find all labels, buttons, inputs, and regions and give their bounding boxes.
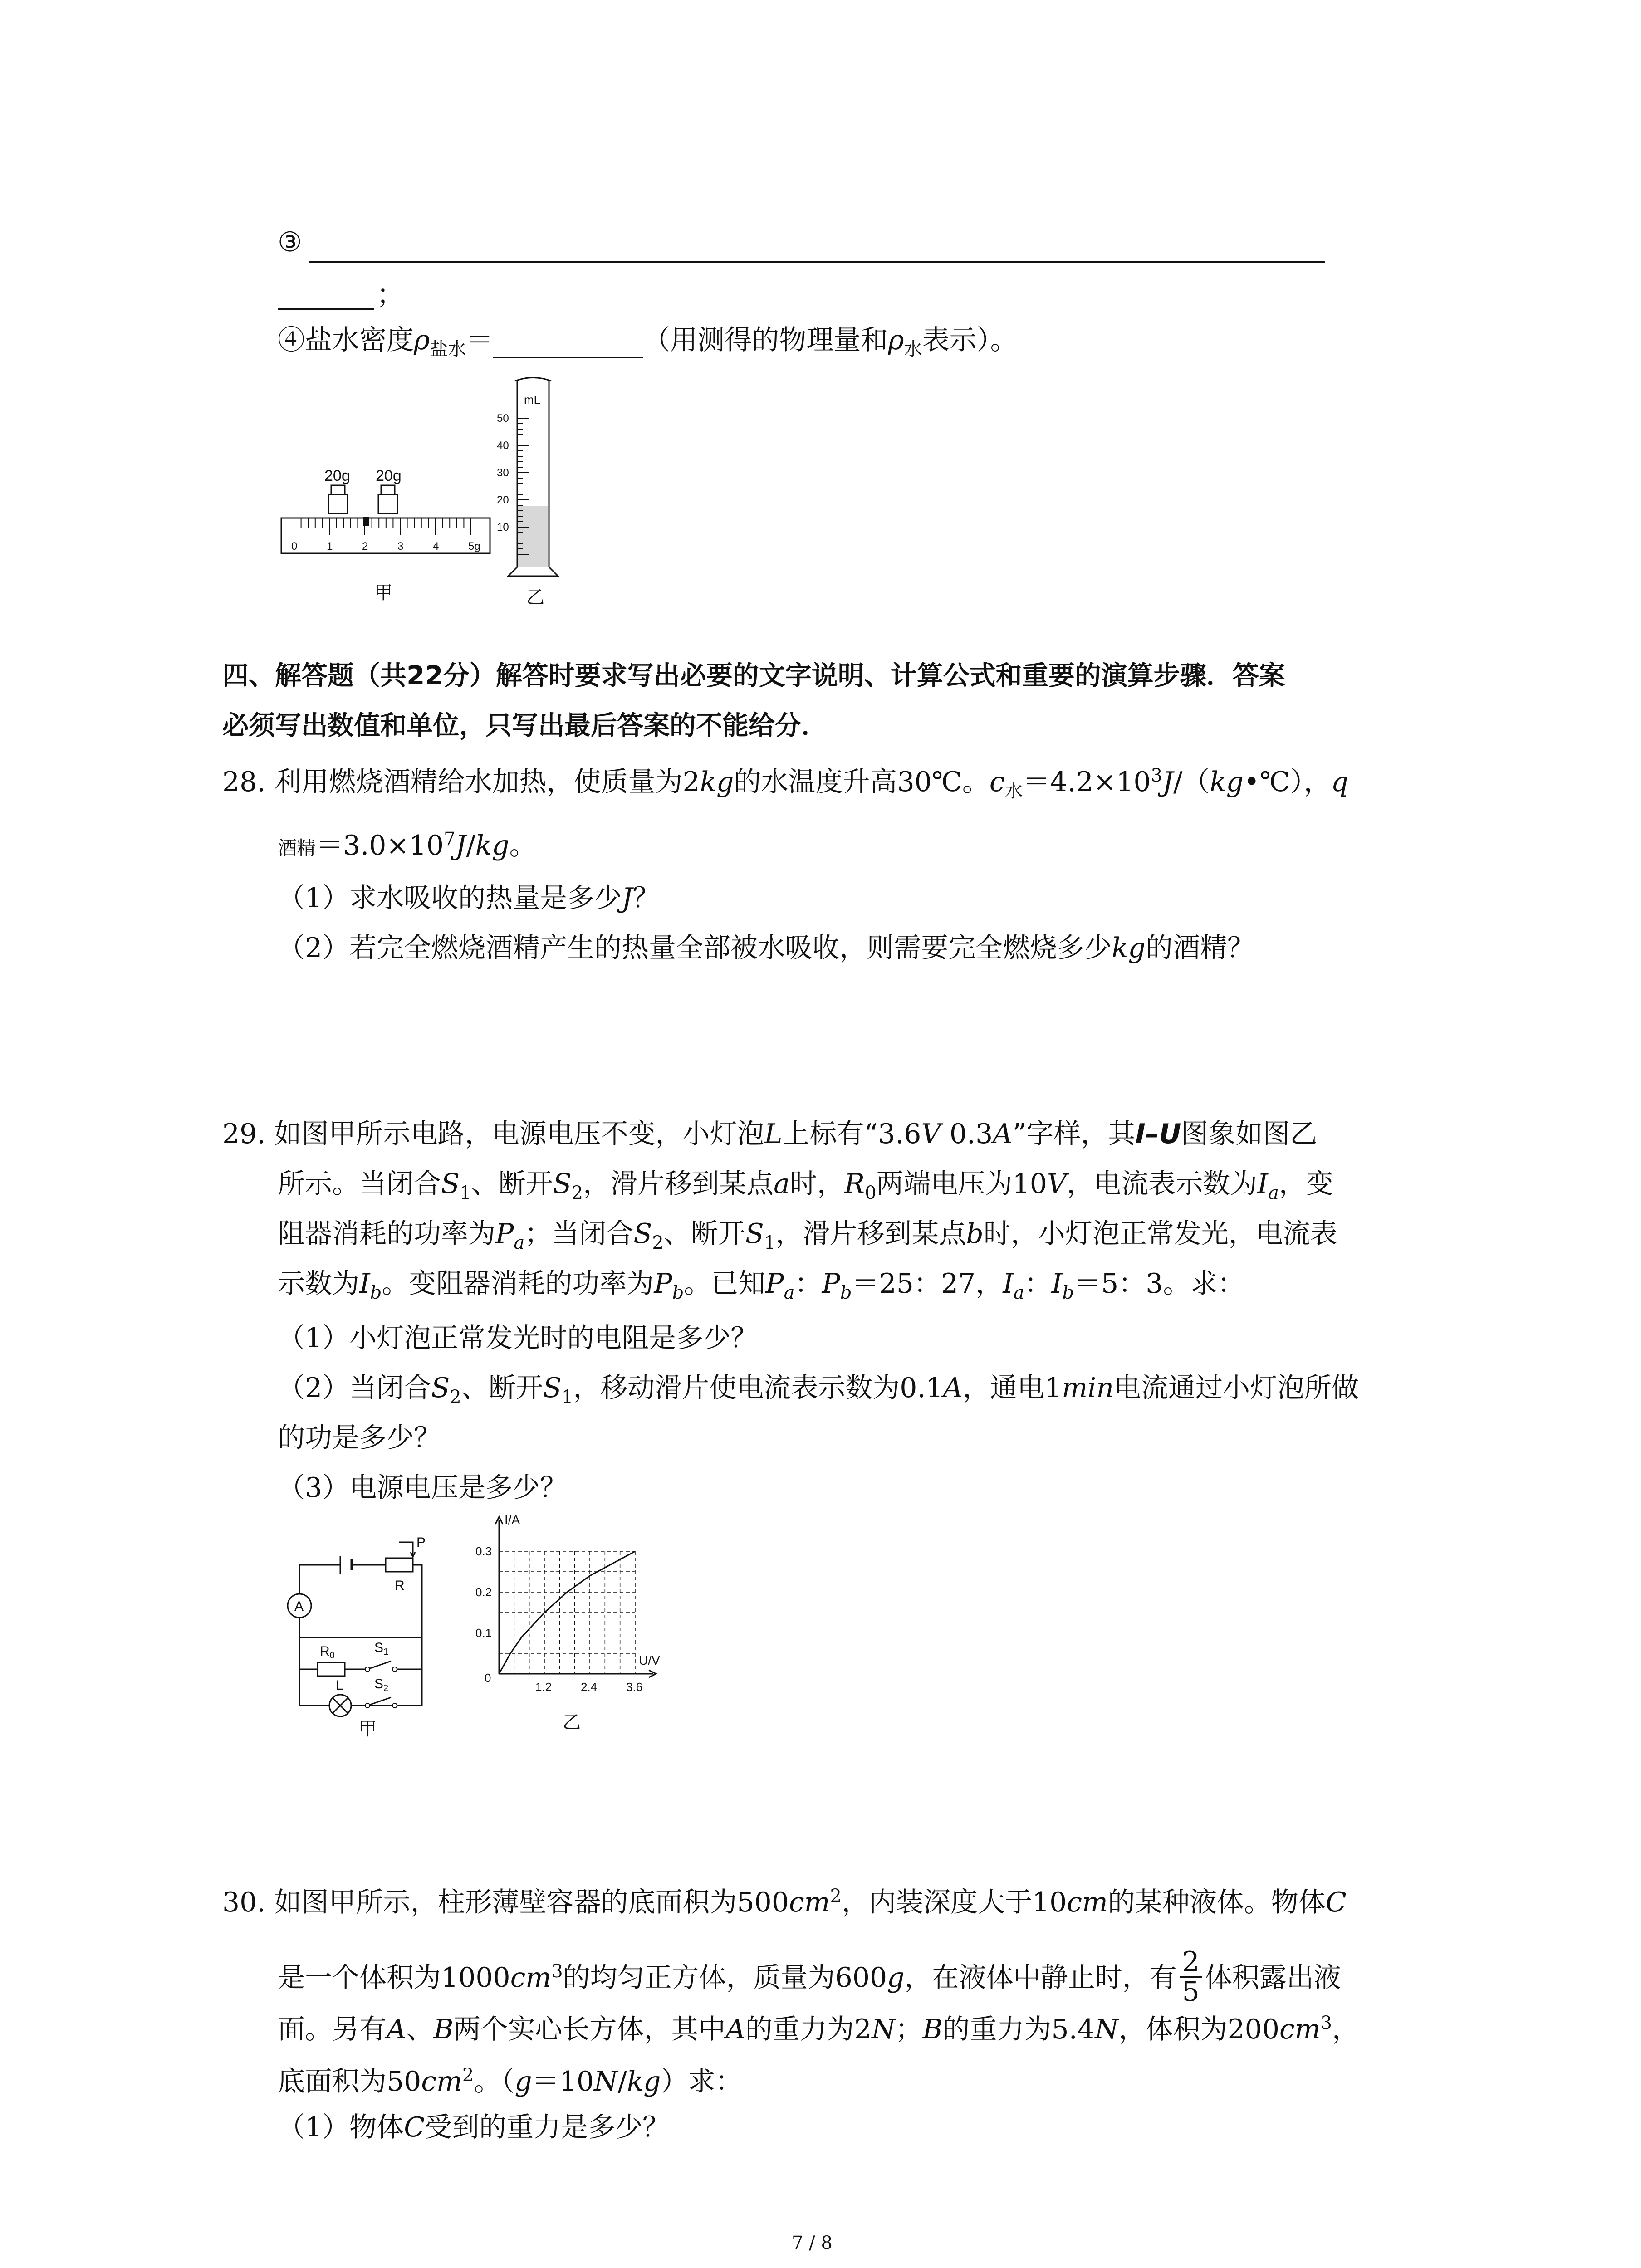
cyl-tick-50: 50: [497, 412, 509, 425]
liquid: [518, 506, 548, 567]
q27-balance-figure: [272, 467, 499, 612]
q30-line2: 是一个体积为$1000cm^3$的均匀正方体，质量为600g，在液体中静止时，有 $\frac{2}{5}$ 体积露出液: [278, 1946, 1341, 2008]
q29-part2-line2: 的功是多少？: [278, 1422, 441, 1454]
scale-tick-1: 1: [327, 540, 333, 552]
label-A: A: [294, 1599, 304, 1614]
rheostat: [386, 1558, 413, 1572]
graph-caption: 乙: [563, 1712, 581, 1732]
cyl-tick-40: 40: [497, 440, 509, 452]
balance-caption: 甲: [374, 583, 392, 603]
q27-step3-blank-line2[interactable]: [278, 308, 374, 310]
switch-S1: [367, 1661, 391, 1669]
q30-line1: 30. 如图甲所示，柱形薄壁容器的底面积为$500cm^2$，内装深度大于10cm的某种液体。物体C: [222, 1886, 1347, 1918]
section4-heading-line2: 必须写出数值和单位，只写出最后答案的不能给分．: [222, 710, 828, 741]
q30-line4: 底面积为$50cm^2$。（g＝10N/kg）求：: [278, 2065, 743, 2097]
weight-2: [378, 485, 397, 513]
label-P: P: [416, 1535, 426, 1550]
q29-iu-graph: [472, 1510, 681, 1737]
label-L: L: [336, 1678, 343, 1693]
q29-part2-line1: （2）当闭合$S_2$、断开$S_1$，移动滑片使电流表示数为0.1A，通电1min电流通过小灯泡所做: [278, 1372, 1359, 1408]
q29-part3: （3）电源电压是多少？: [278, 1472, 568, 1504]
q29-line2: 所示。当闭合$S_1$、断开$S_2$，滑片移到某点a时，$R_0$两端电压为10V，电流表示数为$I_a$，变: [278, 1168, 1333, 1203]
cylinder-caption: 乙: [526, 587, 544, 607]
weight-1-label: 20g: [324, 467, 350, 484]
x-tick-label: 3.6: [626, 1680, 643, 1694]
label-S1: $S_1$: [374, 1640, 389, 1657]
weight-1: [328, 485, 348, 513]
scale-tick-2: 2: [362, 540, 368, 552]
q27-step3-blank-line1[interactable]: [309, 261, 1325, 263]
circuit-caption: 甲: [358, 1719, 377, 1739]
graph-grid: [499, 1551, 635, 1674]
cyl-tick-20: 20: [497, 494, 509, 506]
weight-2-label: 20g: [376, 467, 402, 484]
x-axis-label: U/V: [639, 1653, 660, 1667]
rider: [363, 517, 369, 526]
q27-step4: ④盐水密度$\rho_{盐水}=$ （用测得的物理量和$\rho_水$表示）。: [278, 324, 1018, 360]
scale-tick-4: 4: [433, 540, 439, 552]
q28-part2: （2）若完全燃烧酒精产生的热量全部被水吸收，则需要完全燃烧多少kg的酒精？: [278, 932, 1254, 964]
scale-tick-5: 5g: [468, 540, 480, 552]
label-S2: $S_2$: [374, 1677, 389, 1693]
y-tick-label: 0.2: [475, 1585, 492, 1599]
q28-line1: 28. 利用燃烧酒精给水加热，使质量为2kg的水温度升高30℃。$c_水=4.2\times 10^3J/(kg•℃)$，q: [222, 765, 1349, 802]
q29-line1: 29. 如图甲所示电路，电源电压不变，小灯泡L上标有“3.6V 0.3A”字样，其I–U图象如图乙: [222, 1118, 1318, 1150]
q27-step3: ③: [278, 226, 302, 258]
x-tick-label: 1.2: [535, 1680, 552, 1694]
q27-step3-end: ；: [377, 279, 404, 311]
y-tick-label: 0.1: [475, 1626, 492, 1640]
y-tick-label: 0.3: [475, 1545, 492, 1558]
q29-circuit-figure: [272, 1533, 463, 1737]
scale-ticks: [294, 518, 471, 535]
q27-density-blank[interactable]: [493, 334, 643, 358]
q29-part1: （1）小灯泡正常发光时的电阻是多少？: [278, 1322, 758, 1354]
q27-cylinder-figure: [490, 376, 581, 612]
q29-line4: 示数为$I_b$。变阻器消耗的功率为$P_b$。已知$P_a$：$P_b=25$：27，$I_a$：$I_b=5$：3。求：: [278, 1268, 1245, 1303]
scale-tick-3: 3: [397, 540, 404, 552]
scale-tick-0: 0: [291, 540, 298, 552]
label-R0: $R_0$: [320, 1644, 335, 1661]
cylinder-lip: [515, 378, 551, 381]
cylinder-unit: mL: [524, 393, 541, 406]
switch-S2: [367, 1697, 391, 1706]
fraction-2-5: $\frac{2}{5}$: [1180, 1948, 1202, 2006]
cyl-tick-30: 30: [497, 467, 509, 479]
q30-part1: （1）物体C受到的重力是多少？: [278, 2112, 670, 2143]
slider-arrow: [399, 1542, 415, 1557]
q28-part1: （1）求水吸收的热量是多少J？: [278, 882, 660, 914]
x-tick-label: 2.4: [581, 1680, 598, 1694]
label-R: R: [395, 1578, 405, 1593]
y-axis-label: I/A: [505, 1513, 520, 1527]
resistor-R0: [318, 1662, 345, 1676]
cyl-tick-10: 10: [497, 521, 509, 533]
q30-line3: 面。另有A、B两个实心长方体，其中A的重力为2N；B的重力为5.4N，体积为$200cm^3$，: [278, 2013, 1359, 2045]
q29-line3: 阻器消耗的功率为$P_a$；当闭合$S_2$、断开$S_1$，滑片移到某点b时，小灯泡正常发光，电流表: [278, 1218, 1337, 1253]
origin-label: 0: [485, 1671, 491, 1685]
q28-line2: 酒精$=3.0\times 10^7J/kg$。: [278, 829, 537, 861]
section4-heading-line1: 四、解答题（共22分）解答时要求写出必要的文字说明、计算公式和重要的演算步骤．答案: [222, 660, 1285, 691]
page-number: 7 / 8: [792, 2233, 833, 2253]
